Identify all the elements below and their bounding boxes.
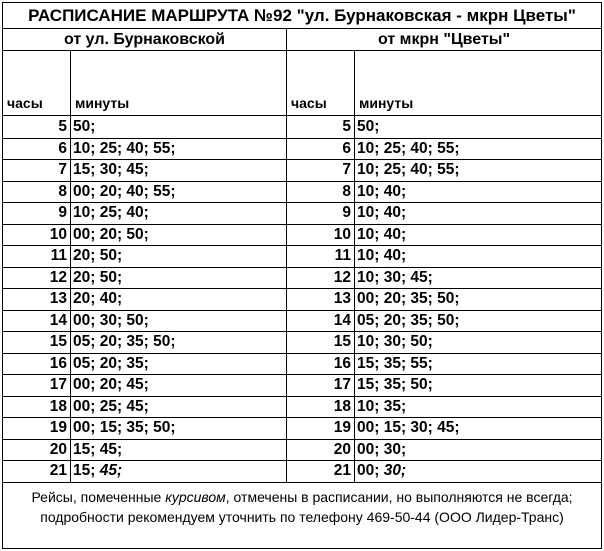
minutes-text: 00; 15; 30; 45; bbox=[357, 419, 460, 436]
minutes-text: 10; 40; bbox=[357, 247, 407, 264]
minutes-text: 10; 35; bbox=[357, 397, 407, 415]
hour-cell: 11 bbox=[334, 247, 351, 264]
hour-cell: 9 bbox=[58, 204, 67, 221]
minutes-cell bbox=[73, 353, 149, 375]
direction-header-right: от мкрн "Цветы" bbox=[287, 29, 601, 51]
footnote-text-start: Рейсы, помеченные bbox=[31, 489, 166, 505]
minutes-header-left: минуты bbox=[75, 95, 130, 111]
minutes-cell bbox=[73, 245, 122, 267]
minutes-cell bbox=[357, 138, 460, 160]
minutes-cell bbox=[73, 331, 176, 353]
hour-cell: 10 bbox=[49, 225, 67, 243]
footnote bbox=[3, 483, 601, 548]
hour-cell: 16 bbox=[333, 354, 351, 372]
minutes-italic-text: 45; bbox=[99, 462, 123, 479]
minutes-header-right: минуты bbox=[359, 95, 414, 111]
minutes-text: 20; 50; bbox=[73, 247, 123, 264]
hour-cell: 18 bbox=[333, 397, 351, 415]
minutes-cell bbox=[357, 331, 433, 353]
hour-cell: 20 bbox=[49, 440, 67, 458]
hour-cell: 13 bbox=[333, 290, 351, 307]
minutes-cell bbox=[357, 310, 460, 332]
minutes-text: 15; bbox=[73, 462, 100, 479]
hour-cell: 11 bbox=[50, 247, 67, 264]
minutes-cell bbox=[357, 181, 406, 203]
hour-cell: 6 bbox=[342, 139, 351, 157]
minutes-cell bbox=[357, 396, 406, 418]
minutes-cell bbox=[357, 116, 379, 138]
minutes-cell bbox=[73, 267, 122, 289]
hour-cell: 7 bbox=[342, 161, 351, 178]
hour-cell: 16 bbox=[49, 354, 67, 372]
minutes-text: 00; 30; bbox=[357, 440, 407, 458]
hour-cell: 21 bbox=[49, 462, 67, 479]
minutes-cell bbox=[357, 460, 406, 482]
minutes-text: 15; 35; 55; bbox=[357, 354, 433, 372]
hour-cell: 10 bbox=[333, 225, 351, 243]
hour-cell: 7 bbox=[58, 161, 67, 178]
minutes-text: 20; 50; bbox=[73, 268, 123, 286]
schedule-sheet bbox=[2, 2, 602, 549]
minutes-cell bbox=[73, 181, 176, 203]
minutes-text: 00; 20; 45; bbox=[73, 376, 149, 393]
hour-cell: 9 bbox=[342, 204, 351, 221]
hour-cell: 15 bbox=[49, 333, 67, 350]
minutes-cell bbox=[357, 374, 433, 396]
minutes-cell bbox=[73, 202, 149, 224]
minutes-cell bbox=[357, 224, 406, 246]
minutes-text: 15; 30; 45; bbox=[73, 161, 149, 178]
minutes-cell bbox=[357, 353, 433, 375]
minutes-text: 10; 25; 40; 55; bbox=[357, 139, 460, 157]
minutes-text: 10; 25; 40; bbox=[73, 204, 149, 221]
minutes-cell bbox=[73, 288, 122, 310]
hour-cell: 14 bbox=[333, 311, 351, 329]
schedule-title: РАСПИСАНИЕ МАРШРУТА №92 "ул. Бурнаковская - мкрн Цветы" bbox=[3, 3, 601, 29]
hour-cell: 19 bbox=[333, 419, 351, 436]
minutes-cell bbox=[73, 224, 149, 246]
minutes-text: 05; 20; 35; bbox=[73, 354, 149, 372]
minutes-cell bbox=[73, 439, 122, 461]
minutes-text: 10; 30; 45; bbox=[357, 268, 433, 286]
minutes-text: 05; 20; 35; 50; bbox=[357, 311, 460, 329]
hour-cell: 15 bbox=[333, 333, 351, 350]
minutes-text: 15; 35; 50; bbox=[357, 376, 433, 393]
minutes-italic-text: 30; bbox=[383, 462, 407, 479]
minutes-text: 00; 30; 50; bbox=[73, 311, 149, 329]
minutes-text: 00; 25; 45; bbox=[73, 397, 149, 415]
minutes-cell bbox=[357, 267, 433, 289]
minutes-text: 00; bbox=[357, 462, 384, 479]
hour-cell: 19 bbox=[49, 419, 67, 436]
minutes-cell bbox=[73, 310, 149, 332]
minutes-cell bbox=[73, 374, 149, 396]
hour-cell: 21 bbox=[333, 462, 351, 479]
minutes-text: 00; 20; 35; 50; bbox=[357, 290, 460, 307]
minutes-cell bbox=[73, 116, 95, 138]
minutes-text: 05; 20; 35; 50; bbox=[73, 333, 176, 350]
minutes-cell bbox=[73, 460, 122, 482]
minutes-text: 10; 40; bbox=[357, 204, 407, 221]
minutes-text: 00; 20; 50; bbox=[73, 225, 149, 243]
minutes-cell bbox=[73, 417, 176, 439]
minutes-text: 20; 40; bbox=[73, 290, 123, 307]
minutes-cell bbox=[357, 417, 460, 439]
hour-cell: 12 bbox=[333, 268, 351, 286]
minutes-cell bbox=[73, 138, 176, 160]
footnote-italic-word: курсивом bbox=[165, 489, 226, 505]
minutes-text: 10; 25; 40; 55; bbox=[357, 161, 460, 178]
minutes-cell bbox=[357, 159, 460, 181]
minutes-text: 00; 20; 40; 55; bbox=[73, 182, 176, 200]
hours-header-left: часы bbox=[7, 95, 43, 111]
hour-cell: 13 bbox=[49, 290, 67, 307]
hour-cell: 5 bbox=[342, 118, 351, 135]
direction-header-left: от ул. Бурнаковской bbox=[3, 29, 286, 51]
hours-header-right: часы bbox=[291, 95, 327, 111]
minutes-text: 10; 40; bbox=[357, 225, 407, 243]
hour-cell: 17 bbox=[333, 376, 351, 393]
minutes-text: 00; 15; 35; 50; bbox=[73, 419, 176, 436]
minutes-text: 50; bbox=[357, 118, 380, 135]
hour-cell: 12 bbox=[49, 268, 67, 286]
hour-cell: 5 bbox=[58, 118, 67, 135]
minutes-text: 10; 30; 50; bbox=[357, 333, 433, 350]
minutes-cell bbox=[357, 202, 406, 224]
hour-cell: 14 bbox=[49, 311, 67, 329]
hour-cell: 8 bbox=[58, 182, 67, 200]
hour-cell: 17 bbox=[49, 376, 67, 393]
minutes-cell bbox=[357, 245, 406, 267]
hour-cell: 20 bbox=[333, 440, 351, 458]
minutes-text: 10; 25; 40; 55; bbox=[73, 139, 176, 157]
minutes-text: 50; bbox=[73, 118, 96, 135]
minutes-text: 10; 40; bbox=[357, 182, 407, 200]
hour-cell: 8 bbox=[342, 182, 351, 200]
minutes-cell bbox=[357, 439, 406, 461]
hour-cell: 6 bbox=[58, 139, 67, 157]
footnote-text-end: , отмечены в расписании, но выполняются не всегда; подробности рекомендуем уточнить по телефону 469-50-44 (ООО Лидер-Транс) bbox=[40, 489, 573, 525]
minutes-cell bbox=[73, 159, 149, 181]
hour-cell: 18 bbox=[49, 397, 67, 415]
minutes-cell bbox=[357, 288, 460, 310]
minutes-cell bbox=[73, 396, 149, 418]
minutes-text: 15; 45; bbox=[73, 440, 123, 458]
